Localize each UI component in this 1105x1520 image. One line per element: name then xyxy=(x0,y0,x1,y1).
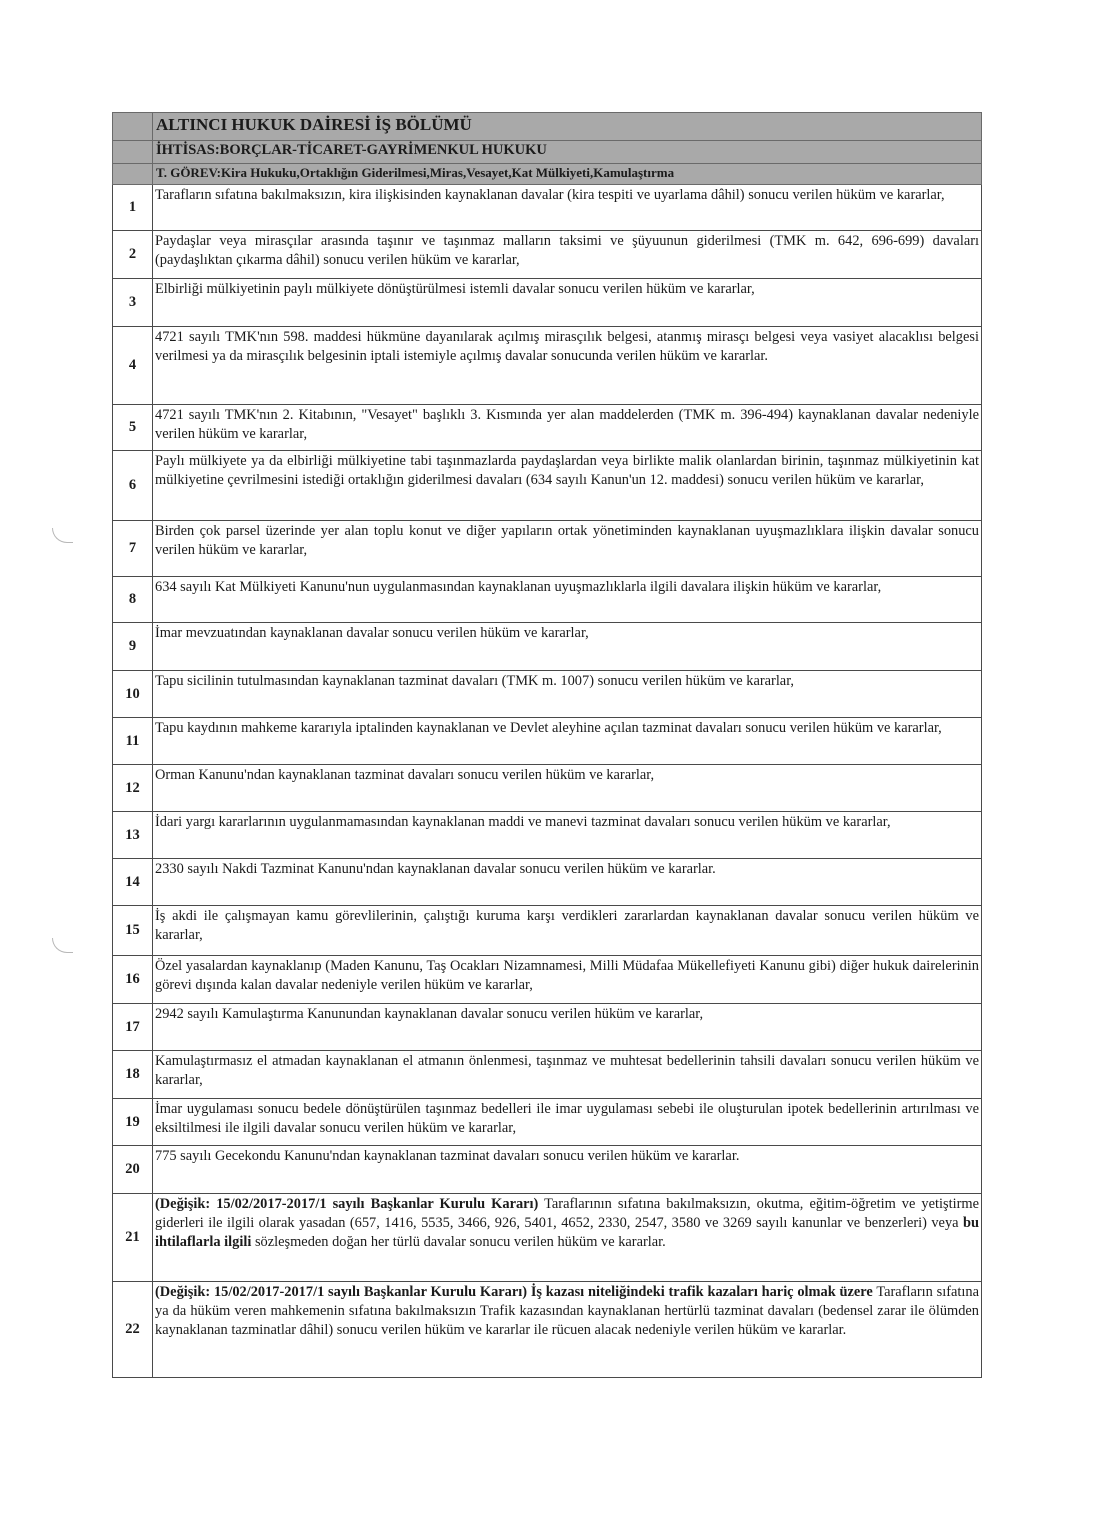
row-text: Paylı mülkiyete ya da elbirliği mülkiyetine tabi taşınmazlarda paydaşlardan veya birlikte malik olanlardan birinin, taşınmaz mülkiyetinin kat mülkiyetine çevrilmesini istediği ortaklığın giderilmesi davaları (634 sayılı Kanun'un 12. maddesi) sonucu verilen hüküm ve kararlar, xyxy=(153,451,982,521)
row-text: 634 sayılı Kat Mülkiyeti Kanunu'nun uygulanmasından kaynaklanan uyuşmazlıklarla ilgili davalara ilişkin hüküm ve kararlar, xyxy=(153,577,982,623)
row-number: 8 xyxy=(113,577,153,623)
table-row xyxy=(113,812,982,859)
row-number: 6 xyxy=(113,451,153,521)
table-row xyxy=(113,405,982,451)
table-row xyxy=(113,718,982,765)
row-text: İş akdi ile çalışmayan kamu görevlilerinin, çalıştığı kuruma karşı verdikleri zararlardan kaynaklanan davalar sonucu verilen hüküm ve kararlar, xyxy=(153,906,982,956)
row-text xyxy=(153,1282,982,1378)
row-text: 2330 sayılı Nakdi Tazminat Kanunu'ndan kaynaklanan davalar sonucu verilen hüküm ve kararlar. xyxy=(153,859,982,906)
row-text-part: Tarafların sıfatına ya da hüküm veren mahkemenin sıfatına bakılmaksızın Trafik kazasından kaynaklanan hertürlü tazminat davaları (bedensel zarar ile ölümden kaynaklanan tazminatlar dâhil) sonucu verilen hüküm ve kararlar ile rücuen alacak nedeniyle verilen hüküm ve kararlar. xyxy=(155,1284,979,1338)
row-number: 17 xyxy=(113,1004,153,1051)
row-number: 9 xyxy=(113,623,153,671)
row-text: Tapu kaydının mahkeme kararıyla iptalinden kaynaklanan ve Devlet aleyhine açılan tazminat davaları sonucu verilen hüküm ve kararlar, xyxy=(153,718,982,765)
row-text-part: sözleşmeden doğan her türlü davalar sonucu verilen hüküm ve kararlar. xyxy=(251,1234,666,1250)
header-specialization-row xyxy=(113,141,982,164)
row-number: 21 xyxy=(113,1194,153,1282)
row-number: 1 xyxy=(113,185,153,231)
row-text: Elbirliği mülkiyetinin paylı mülkiyete dönüştürülmesi istemli davalar sonucu verilen hüküm ve kararlar, xyxy=(153,279,982,327)
table-row xyxy=(113,451,982,521)
row-number: 2 xyxy=(113,231,153,279)
header-duty-row xyxy=(113,164,982,185)
scan-artifact-mark xyxy=(52,938,73,953)
row-text: 4721 sayılı TMK'nın 598. maddesi hükmüne dayanılarak açılmış mirasçılık belgesi, atanmış mirasçı belgesi veya vasiyet alacaklısı belgesi verilmesi ya da mirasçılık belgesinin iptali istemiyle açılmış davalar sonucunda verilen hüküm ve kararlar. xyxy=(153,327,982,405)
row-text: Özel yasalardan kaynaklanıp (Maden Kanunu, Taş Ocakları Nizamnamesi, Milli Müdafaa Mükellefiyeti Kanunu gibi) diğer hukuk dairelerinin görevi dışında kalan davalar nedeniyle verilen hüküm ve kararlar, xyxy=(153,956,982,1004)
table-row xyxy=(113,1004,982,1051)
table-row xyxy=(113,859,982,906)
table-row xyxy=(113,671,982,718)
row-number: 16 xyxy=(113,956,153,1004)
row-text: Paydaşlar veya mirasçılar arasında taşınır ve taşınmaz malların taksimi ve şüyuunun giderilmesi (TMK m. 642, 696-699) davaları (paydaşlıktan çıkarma dâhil) sonucu verilen hüküm ve kararlar, xyxy=(153,231,982,279)
header-number-cell xyxy=(113,164,153,185)
row-text xyxy=(153,1194,982,1282)
table-row xyxy=(113,623,982,671)
table-row xyxy=(113,1146,982,1194)
amendment-note: (Değişik: 15/02/2017-2017/1 sayılı Başkanlar Kurulu Kararı) İş kazası niteliğindeki trafik kazaları hariç olmak üzere xyxy=(155,1284,873,1300)
table-row xyxy=(113,765,982,812)
row-text: Orman Kanunu'ndan kaynaklanan tazminat davaları sonucu verilen hüküm ve kararlar, xyxy=(153,765,982,812)
table-row xyxy=(113,231,982,279)
amendment-note: (Değişik: 15/02/2017-2017/1 sayılı Başkanlar Kurulu Kararı) xyxy=(155,1196,539,1212)
row-text: İmar mevzuatından kaynaklanan davalar sonucu verilen hüküm ve kararlar, xyxy=(153,623,982,671)
row-text: 4721 sayılı TMK'nın 2. Kitabının, "Vesayet" başlıklı 3. Kısmında yer alan maddelerden (TMK m. 396-494) kaynaklanan davalar nedeniyle verilen hüküm ve kararlar, xyxy=(153,405,982,451)
row-number: 20 xyxy=(113,1146,153,1194)
row-number: 13 xyxy=(113,812,153,859)
table-row xyxy=(113,521,982,577)
table-row xyxy=(113,327,982,405)
table-row xyxy=(113,577,982,623)
row-text: İmar uygulaması sonucu bedele dönüştürülen taşınmaz bedelleri ile imar uygulaması sebebi ile oluşturulan ipotek bedellerinin artırılması ve eksiltilmesi ile ilgili davalar sonucu verilen hüküm ve kararlar, xyxy=(153,1099,982,1146)
row-number: 7 xyxy=(113,521,153,577)
row-number: 22 xyxy=(113,1282,153,1378)
scan-artifact-mark xyxy=(52,528,73,543)
emphasis-text: bu ihtilaflarla ilgili xyxy=(155,1215,979,1250)
row-number: 19 xyxy=(113,1099,153,1146)
table-row xyxy=(113,1099,982,1146)
table-row xyxy=(113,279,982,327)
header-number-cell xyxy=(113,141,153,164)
row-number: 11 xyxy=(113,718,153,765)
header-title-row xyxy=(113,113,982,141)
row-text: Kamulaştırmasız el atmadan kaynaklanan el atmanın önlenmesi, taşınmaz ve muhtesat bedellerinin tahsili davaları sonucu verilen hüküm ve kararlar, xyxy=(153,1051,982,1099)
row-number: 14 xyxy=(113,859,153,906)
row-number: 3 xyxy=(113,279,153,327)
row-number: 10 xyxy=(113,671,153,718)
row-number: 18 xyxy=(113,1051,153,1099)
duty-line: T. GÖREV:Kira Hukuku,Ortaklığın Giderilmesi,Miras,Vesayet,Kat Mülkiyeti,Kamulaştırma xyxy=(153,164,982,185)
row-text: 2942 sayılı Kamulaştırma Kanunundan kaynaklanan davalar sonucu verilen hüküm ve kararlar, xyxy=(153,1004,982,1051)
header-number-cell xyxy=(113,113,153,141)
row-text: 775 sayılı Gecekondu Kanunu'ndan kaynaklanan tazminat davaları sonucu verilen hüküm ve kararlar. xyxy=(153,1146,982,1194)
table-row xyxy=(113,1051,982,1099)
division-of-labor-table xyxy=(112,112,982,1378)
row-number: 4 xyxy=(113,327,153,405)
table-row xyxy=(113,1282,982,1378)
row-number: 5 xyxy=(113,405,153,451)
row-text-part: Taraflarının sıfatına bakılmaksızın, okutma, eğitim-öğretim ve yetiştirme giderleri ile ilgili olarak yasadan (657, 1416, 5535, 3466, 926, 5401, 4652, 2330, 2547, 3580 ve 3269 sayılı kanunlar ve benzerleri) veya xyxy=(155,1196,979,1231)
table-row xyxy=(113,1194,982,1282)
table-row xyxy=(113,956,982,1004)
table-row xyxy=(113,906,982,956)
row-number: 12 xyxy=(113,765,153,812)
row-text: Tarafların sıfatına bakılmaksızın, kira ilişkisinden kaynaklanan davalar (kira tespiti ve uyarlama dâhil) sonucu verilen hüküm ve kararlar, xyxy=(153,185,982,231)
row-text: Birden çok parsel üzerinde yer alan toplu konut ve diğer yapıların ortak yönetiminden kaynaklanan uyuşmazlıklara ilişkin davalar sonucu verilen hüküm ve kararlar, xyxy=(153,521,982,577)
chamber-title: ALTINCI HUKUK DAİRESİ İŞ BÖLÜMÜ xyxy=(153,113,982,141)
row-text: İdari yargı kararlarının uygulanmamasından kaynaklanan maddi ve manevi tazminat davaları sonucu verilen hüküm ve kararlar, xyxy=(153,812,982,859)
row-text: Tapu sicilinin tutulmasından kaynaklanan tazminat davaları (TMK m. 1007) sonucu verilen hüküm ve kararlar, xyxy=(153,671,982,718)
specialization-line: İHTİSAS:BORÇLAR-TİCARET-GAYRİMENKUL HUKUKU xyxy=(153,141,982,164)
table-row xyxy=(113,185,982,231)
row-number: 15 xyxy=(113,906,153,956)
